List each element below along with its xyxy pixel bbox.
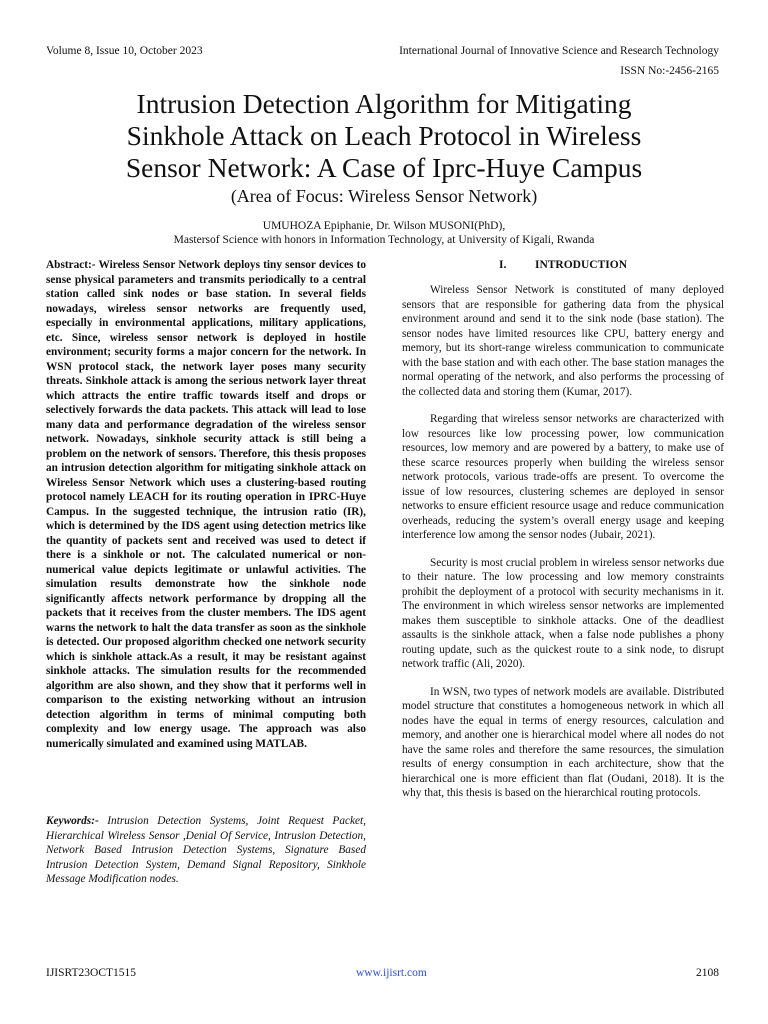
footer-paper-id: IJISRT23OCT1515	[46, 967, 137, 979]
intro-paragraph: Security is most crucial problem in wireless sensor networks due to their nature. The low processing and low memory constraints prohibit the deployment of a protocol with security mechanisms in it. The environment in which wireless sensor networks are implemented makes them susceptible to sinkhole attacks. One of the deadliest assaults is the sinkhole attack, when a false node publishes a phony routing update, such as the quickest route to a sink node, to disrupt network traffic (Ali, 2020).	[402, 556, 724, 670]
title-line-2: Sinkhole Attack on Leach Protocol in Wireless	[126, 120, 642, 151]
volume-info: Volume 8, Issue 10, October 2023	[46, 45, 203, 57]
journal-name: International Journal of Innovative Science and Research Technology	[399, 45, 719, 57]
issn: ISSN No:-2456-2165	[620, 65, 719, 77]
keywords-text: Intrusion Detection Systems, Joint Request Packet, Hierarchical Wireless Sensor ,Denial Of Service, Intrusion Detection, Network Based Intrusion Detection Systems, Signature Based Intrusion Detection System, Demand Signal Repository, Sinkhole Message Modification nodes.	[46, 815, 366, 885]
affiliation: Mastersof Science with honors in Information Technology, at University of Kigali, Rwanda	[173, 234, 595, 246]
abstract	[46, 258, 366, 751]
title-line-1: Intrusion Detection Algorithm for Mitigating	[136, 88, 632, 119]
keywords-label: Keywords:-	[46, 815, 99, 827]
introduction-body	[402, 283, 724, 814]
abstract-text: Wireless Sensor Network deploys tiny sensor devices to sense physical parameters and transmits periodically to a central station called sink nodes or base station. In several fields nowadays, wireless sensor networks are frequently used, especially in environmental applications, military applications, etc. Since, wireless sensor network is deployed in hostile environment; security forms a major concern for the network. In WSN protocol stack, the network layer poses many security threats. Sinkhole attack is among the serious network layer threat which attracts the entire traffic towards itself and drops or selectively forwards the data packets. This attack will lead to lose many data and performance degradation of the wireless sensor network. Nowadays, sinkhole security attack is still being a problem on the network of sensors. Therefore, this thesis proposes an intrusion detection algorithm for mitigating sinkhole attack on Wireless Sensor Network which uses a clustering-based routing protocol namely LEACH for its routing operation in IPRC-Huye Campus. In the suggested technique, the intrusion ratio (IR), which is determined by the IDS agent using detection metrics like the quantity of packets sent and received was used to detect if there is a sinkhole or not. The calculated numerical or non-numerical value depicts legitimate or unlawful activities. The simulation results demonstrate how the sinkhole node significantly affects network performance by dropping all the packets that it receives from the cluster members. The IDS agent warns the network to halt the data transfer as soon as the sinkhole is detected. Our proposed algorithm checked one network security which is sinkhole attack.As a result, it may be resistant against sinkhole attacks. The simulation results for the recommended algorithm are also shown, and they show that it performs well in comparison to the existing networking without an intrusion detection algorithm in terms of minimal computing both complexity and low energy usage. The approach was also numerically simulated and examined using MATLAB.	[46, 259, 367, 750]
paper-subtitle: (Area of Focus: Wireless Sensor Network)	[230, 186, 538, 206]
keywords	[46, 814, 366, 887]
section-title: INTRODUCTION	[534, 259, 627, 271]
section-number: I.	[498, 259, 507, 271]
intro-paragraph: Wireless Sensor Network is constituted of many deployed sensors that are responsible for gathering data from the physical environment around and send it to the sink node (base station). The sensor nodes have limited resources like CPU, battery energy and memory, but its short-range wireless communication to communicate with the base station and with each other. The base station manages the normal operating of the network, and also performs the processing of the collected data and storing them (Kumar, 2017).	[402, 284, 724, 398]
footer-url-link[interactable]: www.ijisrt.com	[356, 967, 427, 979]
abstract-label: Abstract:-	[46, 259, 96, 271]
intro-paragraph: Regarding that wireless sensor networks are characterized with low resources like low processing power, low communication resources, low memory and are powered by a battery, to make use of these scarce resources properly when building the wireless sensor network protocols, various trade-offs are present. To overcome the issue of low resources, clustering schemes are deployed in sensor networks to ensure efficient resource usage and reduce communication overheads, reducing the system’s overall energy usage and keeping interference low among the sensor nodes (Jubair, 2021).	[402, 413, 724, 541]
authors: UMUHOZA Epiphanie, Dr. Wilson MUSONI(PhD),	[262, 220, 506, 232]
paper-title	[40, 88, 728, 184]
intro-paragraph: In WSN, two types of network models are available. Distributed model structure that constitutes a homogeneous network in which all nodes have the equal in terms of energy resources, calculation and memory, and another one is hierarchical model where all nodes do not have the same roles and therefore the same resources, the simulation results of energy consumption in each architecture, show that the hierarchical one is more efficient than flat (Oudani, 2018). It is the why that, this thesis is based on the hierarchical routing protocols.	[402, 685, 724, 799]
title-line-3: Sensor Network: A Case of Iprc-Huye Campus	[125, 152, 643, 183]
page-number: 2108	[696, 967, 719, 979]
section-heading	[402, 258, 724, 272]
